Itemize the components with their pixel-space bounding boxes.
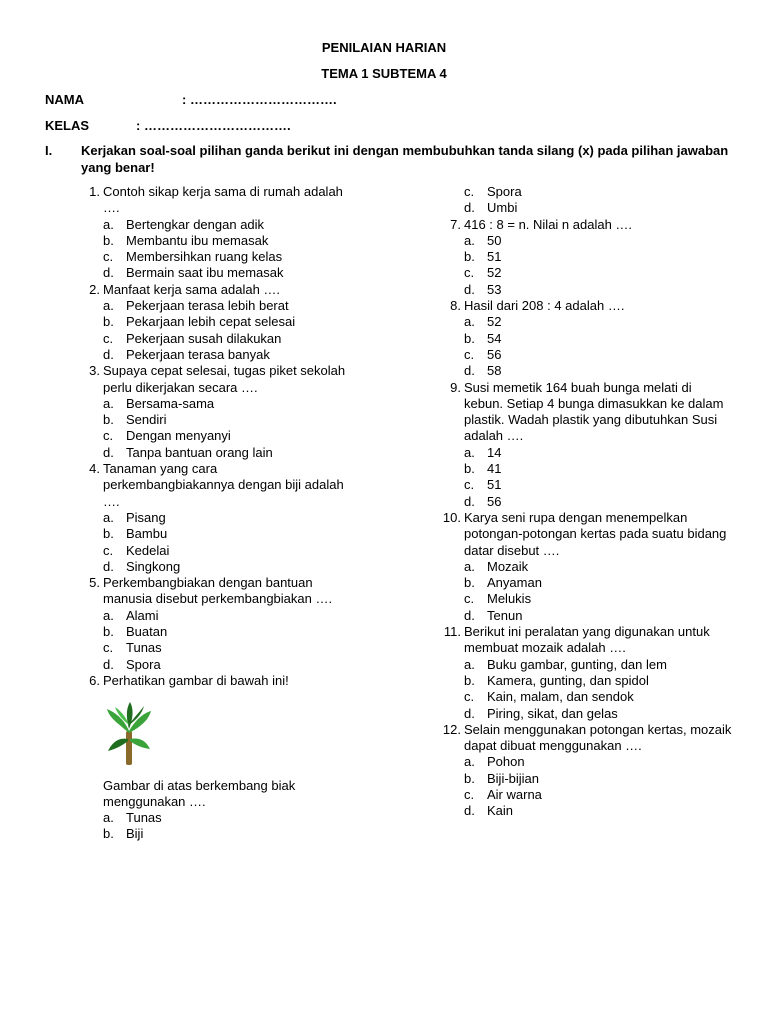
option-text: Kedelai	[126, 542, 170, 558]
option	[103, 217, 348, 233]
question-number: 12.	[442, 721, 461, 737]
option-letter: b.	[103, 314, 114, 330]
option	[103, 543, 348, 559]
option	[464, 771, 734, 787]
option-text: Melukis	[487, 591, 532, 607]
option	[464, 200, 734, 216]
option-letter: b.	[103, 526, 114, 542]
option-letter: a.	[464, 444, 475, 460]
question-number: 3.	[89, 363, 100, 379]
option-text: Pekerjaan terasa lebih berat	[126, 298, 289, 314]
option-letter: d.	[103, 558, 114, 574]
option-letter: b.	[103, 826, 114, 842]
option-text: Bersama-sama	[126, 395, 215, 411]
option-letter: a.	[464, 232, 475, 248]
question-number: 6.	[89, 672, 100, 688]
option	[464, 575, 734, 591]
option	[103, 347, 348, 363]
instruction-text: Kerjakan soal-soal pilihan ganda berikut ini dengan membubuhkan tanda silang (x) pada pilihan jawaban yang benar!	[81, 143, 729, 175]
option-letter: a.	[103, 395, 114, 411]
option-text: Bertengkar dengan adik	[126, 216, 265, 232]
option	[464, 331, 734, 347]
option-letter: d.	[464, 493, 475, 509]
option-text: 51	[487, 249, 502, 265]
option-letter: d.	[464, 803, 475, 819]
question-12	[442, 721, 734, 820]
option	[103, 526, 348, 542]
option	[103, 624, 348, 640]
option-text: Buatan	[126, 624, 168, 640]
option-letter: c.	[464, 786, 475, 802]
question-6-continued	[464, 184, 734, 217]
page-subtitle: TEMA 1 SUBTEMA 4	[321, 66, 447, 81]
option	[464, 363, 734, 379]
option-letter: c.	[464, 184, 475, 199]
question-5	[89, 575, 348, 673]
option-text: 50	[487, 232, 502, 248]
option	[103, 428, 348, 444]
option-letter: b.	[103, 624, 114, 640]
question-6	[89, 672, 348, 843]
section-number: I.	[45, 143, 53, 158]
question-text: Perkembangbiakan dengan bantuan manusia disebut perkembangbiakan ….	[103, 575, 333, 607]
option-letter: a.	[464, 754, 475, 770]
option-text: Buku gambar, gunting, dan lem	[487, 656, 667, 672]
question-8	[450, 298, 734, 379]
option	[464, 445, 734, 461]
right-column	[442, 184, 734, 820]
option-text: Mozaik	[487, 558, 529, 574]
option-letter: d.	[464, 607, 475, 623]
option-letter: d.	[464, 281, 475, 297]
option-letter: a.	[464, 314, 475, 330]
option	[464, 657, 734, 673]
question-followup: Gambar di atas berkembang biak menggunakan ….	[103, 777, 296, 809]
question-number: 5.	[89, 575, 100, 591]
option-text: Bermain saat ibu memasak	[126, 265, 284, 281]
nama-blank: : …………………………….	[182, 92, 337, 107]
option-text: 14	[487, 444, 502, 460]
option-letter: d.	[464, 200, 475, 216]
option-text: 41	[487, 461, 502, 477]
option-text: Pekarjaan lebih cepat selesai	[126, 314, 296, 330]
option	[103, 445, 348, 461]
option-text: Kain	[487, 803, 514, 819]
option-text: 52	[487, 314, 502, 330]
option-letter: b.	[464, 330, 475, 346]
option-letter: b.	[464, 770, 475, 786]
option	[103, 810, 348, 826]
option	[103, 314, 348, 330]
nama-label: NAMA	[45, 92, 84, 107]
option-text: Alami	[126, 607, 159, 623]
option	[103, 559, 348, 575]
option-letter: a.	[103, 607, 114, 623]
option-letter: b.	[103, 412, 114, 428]
option-text: Biji	[126, 826, 144, 842]
kelas-label: KELAS	[45, 118, 90, 133]
option	[103, 331, 348, 347]
question-11	[443, 624, 734, 722]
option-text: Pisang	[126, 509, 166, 525]
question-number: 4.	[89, 461, 100, 477]
option-letter: b.	[464, 672, 475, 688]
option-letter: c.	[464, 346, 475, 362]
option-text: 56	[487, 346, 502, 362]
option	[464, 559, 734, 575]
option	[464, 673, 734, 689]
question-number: 7.	[450, 216, 461, 232]
option	[464, 803, 734, 819]
question-3	[89, 363, 348, 461]
option-letter: b.	[464, 575, 475, 591]
question-text: Tanaman yang cara perkembangbiakannya dengan biji adalah ….	[103, 461, 344, 509]
option-letter: c.	[103, 249, 114, 265]
option-text: 56	[487, 493, 502, 509]
question-number: 1.	[89, 184, 100, 199]
option-letter: c.	[103, 428, 114, 444]
option-text: Tanpa bantuan orang lain	[126, 444, 273, 460]
option-text: Membersihkan ruang kelas	[126, 249, 283, 265]
option-letter: a.	[103, 509, 114, 525]
option-text: Pekerjaan susah dilakukan	[126, 330, 282, 346]
option	[464, 347, 734, 363]
option-text: 52	[487, 265, 502, 281]
option-text: Kain, malam, dan sendok	[487, 689, 634, 705]
option-text: Spora	[487, 184, 522, 199]
question-number: 9.	[450, 379, 461, 395]
option	[103, 233, 348, 249]
option-letter: d.	[103, 444, 114, 460]
option-letter: a.	[103, 298, 114, 314]
option	[103, 640, 348, 656]
option-text: Pohon	[487, 754, 525, 770]
option-letter: a.	[103, 810, 114, 826]
question-1	[89, 184, 348, 282]
option	[464, 249, 734, 265]
option-letter: d.	[103, 346, 114, 362]
option-text: Dengan menyanyi	[126, 428, 231, 444]
option-letter: d.	[464, 363, 475, 379]
option	[103, 298, 348, 314]
option	[103, 265, 348, 281]
option	[103, 412, 348, 428]
question-9	[450, 379, 734, 510]
option	[103, 396, 348, 412]
option-letter: c.	[103, 640, 114, 656]
left-column	[89, 184, 348, 843]
page-title: PENILAIAN HARIAN	[321, 40, 447, 55]
option-text: Tunas	[126, 640, 162, 656]
option-text: Membantu ibu memasak	[126, 232, 269, 248]
option-letter: b.	[464, 461, 475, 477]
question-number: 2.	[89, 281, 100, 297]
question-number: 11.	[443, 624, 461, 640]
option-letter: c.	[464, 477, 475, 493]
option	[103, 510, 348, 526]
option-text: Tenun	[487, 607, 523, 623]
option	[464, 591, 734, 607]
option	[464, 477, 734, 493]
question-text: Supaya cepat selesai, tugas piket sekolah perlu dikerjakan secara ….	[103, 363, 346, 395]
option-text: Bambu	[126, 526, 168, 542]
kelas-blank: : …………………………….	[136, 118, 291, 133]
option-text: Biji-bijian	[487, 770, 540, 786]
option-text: Air warna	[487, 786, 542, 802]
option-text: Sendiri	[126, 412, 167, 428]
option	[103, 608, 348, 624]
option-text: Pekerjaan terasa banyak	[126, 346, 270, 362]
option-text: Singkong	[126, 558, 181, 574]
option-letter: d.	[464, 705, 475, 721]
option-text: Spora	[126, 656, 161, 672]
question-10	[442, 509, 734, 624]
option	[103, 249, 348, 265]
option	[464, 494, 734, 510]
option-text: 51	[487, 477, 502, 493]
option	[464, 787, 734, 803]
question-text: Contoh sikap kerja sama di rumah adalah ….	[103, 184, 343, 216]
option-text: Tunas	[126, 810, 162, 826]
option-letter: a.	[464, 656, 475, 672]
option	[464, 608, 734, 624]
option-letter: c.	[464, 591, 475, 607]
question-text: Selain menggunakan potongan kertas, mozaik dapat dibuat menggunakan ….	[464, 721, 732, 754]
question-text: Perhatikan gambar di bawah ini!	[103, 672, 289, 688]
option-text: Anyaman	[487, 575, 542, 591]
question-2	[89, 281, 348, 363]
option	[464, 233, 734, 249]
option-letter: a.	[464, 558, 475, 574]
option	[464, 265, 734, 281]
option-letter: c.	[103, 330, 114, 346]
option	[464, 314, 734, 330]
option-text: Kamera, gunting, dan spidol	[487, 672, 649, 688]
option-text: 53	[487, 281, 502, 297]
question-number: 8.	[450, 298, 461, 314]
question-text: Hasil dari 208 : 4 adalah ….	[464, 298, 625, 314]
option-letter: d.	[103, 656, 114, 672]
question-4	[89, 461, 348, 575]
option-text: Piring, sikat, dan gelas	[487, 705, 618, 721]
option	[464, 689, 734, 705]
banana-tree-icon	[106, 701, 152, 767]
question-text: Karya seni rupa dengan menempelkan potongan-potongan kertas pada suatu bidang datar disebut ….	[464, 509, 727, 558]
question-text: Susi memetik 164 buah bunga melati di kebun. Setiap 4 bunga dimasukkan ke dalam plastik. Wadah plastik yang dibutuhkan Susi adalah ….	[464, 379, 724, 444]
option-text: 58	[487, 363, 502, 379]
question-text: 416 : 8 = n. Nilai n adalah ….	[464, 216, 633, 232]
option-letter: b.	[464, 249, 475, 265]
option-letter: c.	[103, 542, 114, 558]
option	[464, 282, 734, 298]
option	[464, 706, 734, 722]
option-text: Umbi	[487, 200, 518, 216]
option-letter: c.	[464, 689, 475, 705]
option-letter: c.	[464, 265, 475, 281]
option	[464, 461, 734, 477]
question-text: Berikut ini peralatan yang digunakan untuk membuat mozaik adalah ….	[464, 624, 710, 656]
option	[464, 754, 734, 770]
option-letter: d.	[103, 265, 114, 281]
option	[103, 657, 348, 673]
option-letter: a.	[103, 216, 114, 232]
option	[103, 826, 348, 842]
question-text: Manfaat kerja sama adalah ….	[103, 281, 281, 297]
question-number: 10.	[442, 509, 461, 525]
question-7	[450, 216, 734, 298]
option-letter: b.	[103, 232, 114, 248]
option	[464, 184, 734, 200]
option-text: 54	[487, 330, 502, 346]
